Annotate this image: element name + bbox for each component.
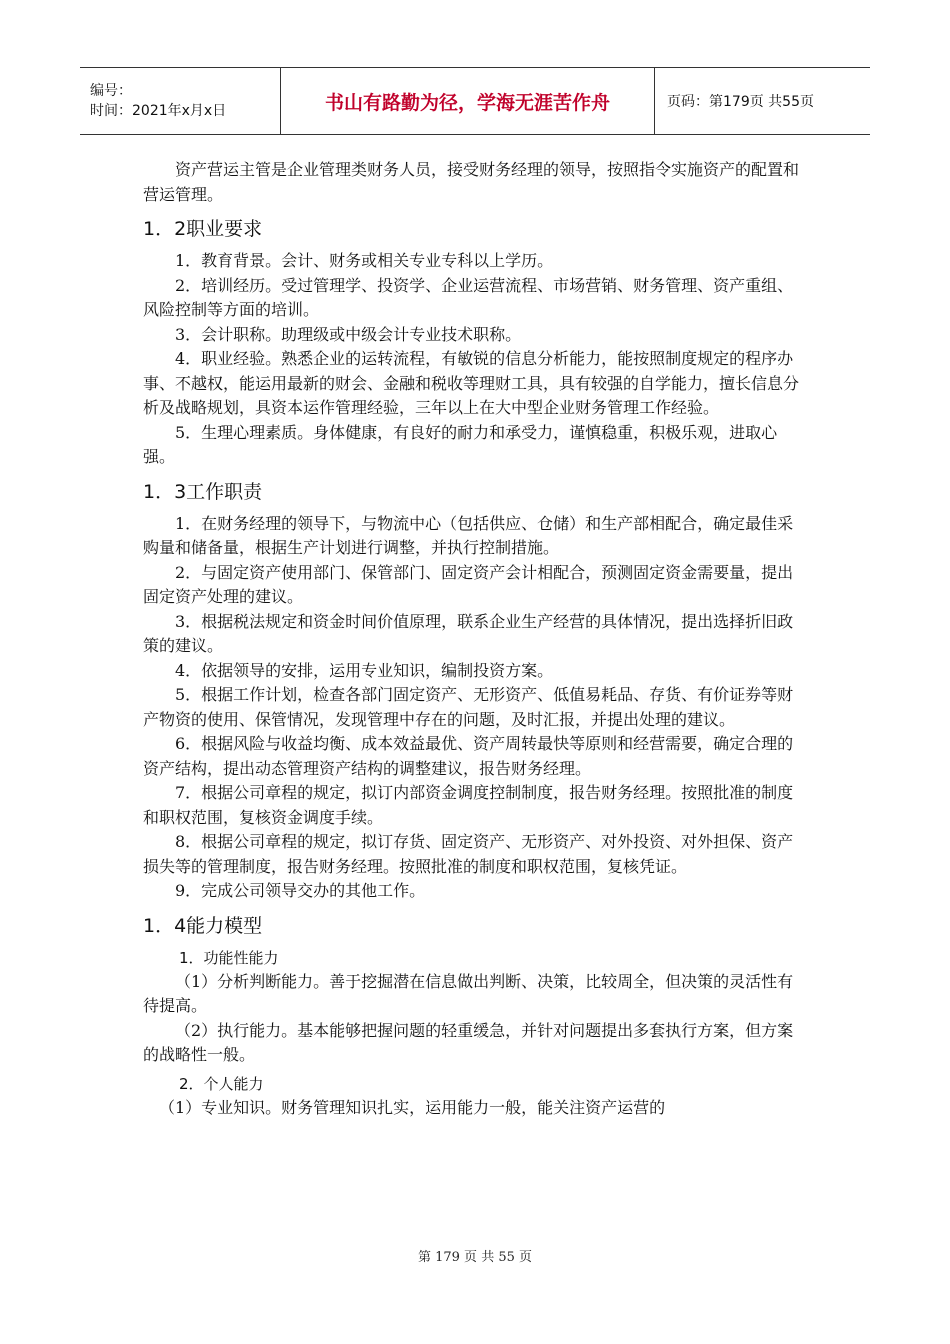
ability-item: （2）执行能力。基本能够把握问题的轻重缓急，并针对问题提出多套执行方案，但方案的战略性一般。 [143,1020,794,1064]
ability-item: （1）分析判断能力。善于挖掘潜在信息做出判断、决策，比较周全，但决策的灵活性有待提高。 [143,971,794,1015]
duty-item: 2．与固定资产使用部门、保管部门、固定资产会计相配合，预测固定资金需要量，提出固定资产处理的建议。 [143,562,794,606]
duty-item: 4．依据领导的安排，运用专业知识，编制投资方案。 [175,660,554,680]
section-heading-1-4: 1．4能力模型 [143,914,263,937]
intro-paragraph: 资产营运主管是企业管理类财务人员，接受财务经理的领导，按照指令实施资产的配置和营运管理。 [143,160,800,204]
subsection-heading-functional: 1．功能性能力 [179,948,279,967]
header-table [80,67,870,135]
document-number-label: 编号： [90,83,132,99]
requirement-item: 1．教育背景。会计、财务或相关专业专科以上学历。 [175,251,554,270]
requirement-item: 5．生理心理素质。身体健康，有良好的耐力和承受力，谨慎稳重，积极乐观，进取心强。 [143,422,778,466]
header-meta [80,68,281,134]
duty-item: 1．在财务经理的领导下，与物流中心（包括供应、仓储）和生产部相配合，确定最佳采购量和储备量，根据生产计划进行调整，并执行控制措施。 [143,513,794,557]
section-heading-1-3: 1．3工作职责 [143,480,263,503]
subsection-heading-personal: 2．个人能力 [179,1074,264,1093]
duty-item: 3．根据税法规定和资金时间价值原理，联系企业生产经营的具体情况，提出选择折旧政策的建议。 [143,611,794,655]
page-number-label: 页码：第179页 共55页 [667,94,814,110]
header-page-info [655,68,870,134]
duty-item: 9．完成公司领导交办的其他工作。 [175,881,426,900]
requirement-item: 3．会计职称。助理级或中级会计专业技术职称。 [175,324,522,344]
document-body [143,158,809,1120]
duty-item: 5．根据工作计划，检查各部门固定资产、无形资产、低值易耗品、存货、有价证券等财产物资的使用、保管情况，发现管理中存在的问题，及时汇报，并提出处理的建议。 [143,685,794,729]
duty-item: 8．根据公司章程的规定，拟订存货、固定资产、无形资产、对外投资、对外担保、资产损失等的管理制度，报告财务经理。按照批准的制度和职权范围，复核凭证。 [143,832,794,876]
page-footer: 第 179 页 共 55 页 [417,1250,533,1265]
document-date-label: 时间：2021年x月x日 [90,103,227,119]
requirement-item: 4．职业经验。熟悉企业的运转流程，有敏锐的信息分析能力，能按照制度规定的程序办事、不越权，能运用最新的财会、金融和税收等理财工具，具有较强的自学能力，擅长信息分析及战略规划，具资本运作管理经验，三年以上在大中型企业财务管理工作经验。 [143,349,800,417]
duty-item: 7．根据公司章程的规定，拟订内部资金调度控制制度，报告财务经理。按照批准的制度和职权范围，复核资金调度手续。 [143,783,794,827]
duty-item: 6．根据风险与收益均衡、成本效益最优、资产周转最快等原则和经营需要，确定合理的资产结构，提出动态管理资产结构的调整建议，报告财务经理。 [143,734,794,778]
requirement-item: 2．培训经历。受过管理学、投资学、企业运营流程、市场营销、财务管理、资产重组、风险控制等方面的培训。 [143,275,794,319]
ability-item: （1）专业知识。财务管理知识扎实，运用能力一般，能关注资产运营的 [159,1097,666,1117]
header-motto [281,68,655,134]
section-heading-1-2: 1．2职业要求 [143,218,263,240]
motto-text: 书山有路勤为径，学海无涯苦作舟 [324,91,610,114]
